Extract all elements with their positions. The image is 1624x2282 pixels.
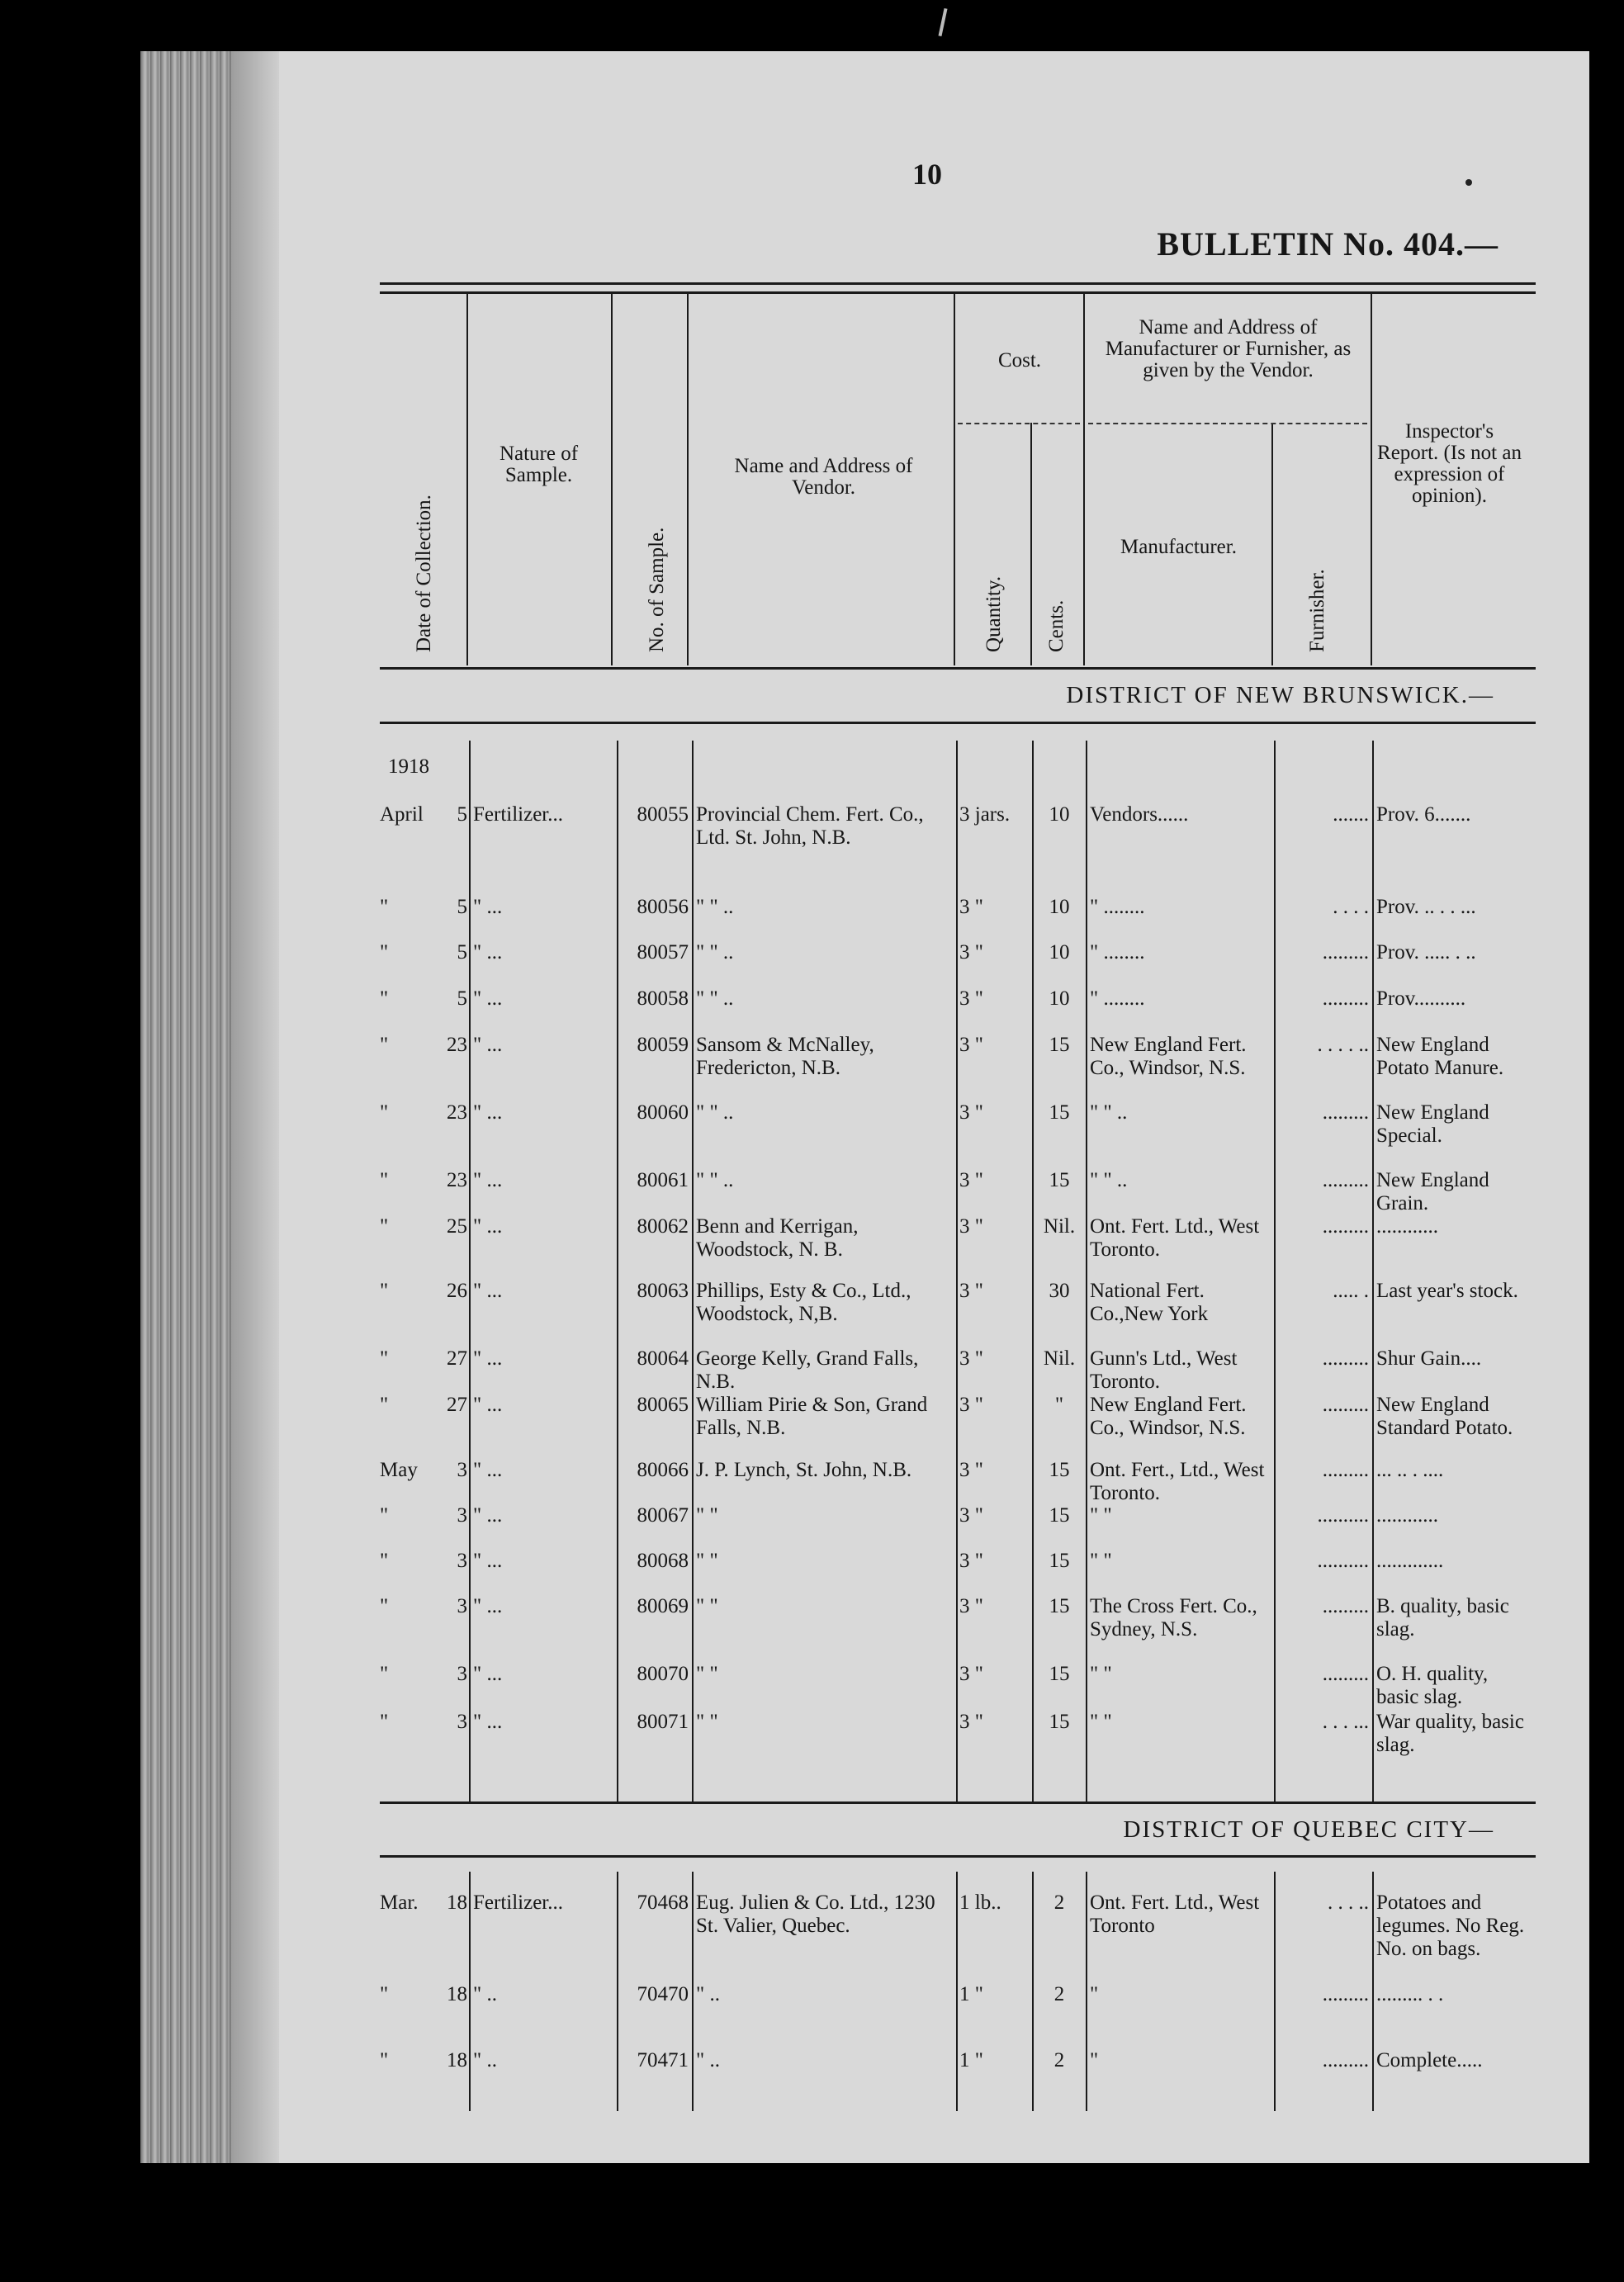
col-divider bbox=[687, 292, 689, 665]
cell-day: 18 bbox=[447, 2049, 467, 2071]
cell-vendor: " " .. bbox=[696, 987, 734, 1010]
cell-day: 23 bbox=[447, 1034, 467, 1056]
cell-report: War quality, basic slag. bbox=[1376, 1711, 1524, 1756]
cell-vendor: " " bbox=[696, 1504, 718, 1527]
cell-no: 70471 bbox=[637, 2049, 689, 2071]
section-end-rule bbox=[380, 1801, 1536, 1804]
cell-nature: " ... bbox=[473, 1504, 503, 1527]
cell-mfr: " " bbox=[1090, 1504, 1112, 1527]
cell-cents: 10 bbox=[1049, 896, 1070, 918]
cell-report: New England Standard Potato. bbox=[1376, 1394, 1513, 1439]
cell-mfr: " " bbox=[1090, 1550, 1112, 1572]
col-divider bbox=[611, 292, 613, 665]
cell-mfr: " bbox=[1090, 1983, 1099, 2005]
cell-no: 70470 bbox=[637, 1983, 689, 2005]
cell-nature: " ... bbox=[473, 1595, 503, 1617]
cell-furn: . . . . .. bbox=[1317, 1034, 1369, 1056]
cell-month: April bbox=[380, 803, 424, 826]
cell-report: Shur Gain.... bbox=[1376, 1347, 1482, 1370]
cell-furn: ......... bbox=[1322, 987, 1369, 1010]
cell-cents: 15 bbox=[1049, 1034, 1070, 1056]
header-date: Date of Collection. bbox=[413, 495, 435, 652]
cell-vendor: William Pirie & Son, Grand Falls, N.B. bbox=[696, 1394, 928, 1439]
cell-furn: ......... bbox=[1322, 2049, 1369, 2071]
cell-day: 23 bbox=[447, 1101, 467, 1124]
cell-report: Potatoes and legumes. No Reg. No. on bags. bbox=[1376, 1891, 1525, 1960]
cell-vendor: " " bbox=[696, 1711, 718, 1733]
document-page bbox=[140, 51, 1589, 2163]
cell-nature: Fertilizer... bbox=[473, 803, 563, 826]
cell-nature: " ... bbox=[473, 1169, 503, 1191]
cell-no: 80069 bbox=[637, 1595, 689, 1617]
cell-day: 5 bbox=[457, 803, 467, 826]
book-edge bbox=[140, 51, 231, 2163]
cell-furn: ....... bbox=[1333, 803, 1369, 826]
cell-furn: . . . . bbox=[1333, 896, 1369, 918]
top-rule bbox=[380, 282, 1536, 294]
cell-month: " bbox=[380, 1280, 389, 1302]
cell-cents: Nil. bbox=[1043, 1347, 1076, 1370]
cell-qty: 3 " bbox=[959, 1504, 983, 1527]
cell-mfr: " " bbox=[1090, 1711, 1112, 1733]
header-manufacturer: Manufacturer. bbox=[1120, 536, 1237, 558]
cell-qty: 1 lb.. bbox=[959, 1891, 1001, 1914]
cell-vendor: Eug. Julien & Co. Ltd., 1230 St. Valier, Quebec. bbox=[696, 1891, 935, 1937]
cell-mfr: Ont. Fert., Ltd., West Toronto. bbox=[1090, 1459, 1265, 1504]
district-rule bbox=[380, 722, 1536, 724]
cell-nature: " ... bbox=[473, 896, 503, 918]
cell-report: ......... . . bbox=[1376, 1983, 1444, 2005]
cell-report: ... .. . .... bbox=[1376, 1459, 1444, 1481]
cell-no: 80057 bbox=[637, 941, 689, 963]
cell-month: " bbox=[380, 1663, 389, 1685]
cell-qty: 3 " bbox=[959, 896, 983, 918]
col-divider bbox=[692, 1872, 694, 2111]
cell-nature: " ... bbox=[473, 1215, 503, 1238]
cell-day: 26 bbox=[447, 1280, 467, 1302]
cell-cents: 15 bbox=[1049, 1595, 1070, 1617]
cell-furn: ......... bbox=[1322, 1663, 1369, 1685]
cell-day: 5 bbox=[457, 896, 467, 918]
cell-report: Prov.......... bbox=[1376, 987, 1466, 1010]
header-rule bbox=[380, 667, 1536, 670]
cell-furn: ......... bbox=[1322, 1595, 1369, 1617]
cell-vendor: George Kelly, Grand Falls, N.B. bbox=[696, 1347, 919, 1393]
cell-vendor: " " bbox=[696, 1550, 718, 1572]
cell-qty: 1 " bbox=[959, 2049, 983, 2071]
cell-cents: 15 bbox=[1049, 1550, 1070, 1572]
col-divider bbox=[956, 1872, 958, 2111]
header-furnisher: Furnisher. bbox=[1306, 569, 1328, 652]
cell-month: " bbox=[380, 1215, 389, 1238]
cell-report: New England Grain. bbox=[1376, 1169, 1489, 1214]
cell-no: 70468 bbox=[637, 1891, 689, 1914]
col-divider bbox=[469, 741, 471, 1801]
cell-vendor: Phillips, Esty & Co., Ltd., Woodstock, N,B. bbox=[696, 1280, 911, 1325]
cell-mfr: Ont. Fert. Ltd., West Toronto bbox=[1090, 1891, 1260, 1937]
cell-no: 80065 bbox=[637, 1394, 689, 1416]
cell-furn: .......... bbox=[1317, 1550, 1369, 1572]
cell-qty: 3 " bbox=[959, 941, 983, 963]
cell-month: " bbox=[380, 1101, 389, 1124]
cell-no: 80067 bbox=[637, 1504, 689, 1527]
cell-furn: . . . ... bbox=[1322, 1711, 1369, 1733]
cell-mfr: National Fert. Co.,New York bbox=[1090, 1280, 1209, 1325]
cell-month: " bbox=[380, 1711, 389, 1733]
cell-no: 80056 bbox=[637, 896, 689, 918]
cell-furn: ......... bbox=[1322, 1983, 1369, 2005]
cell-furn: ......... bbox=[1322, 1394, 1369, 1416]
cell-nature: Fertilizer... bbox=[473, 1891, 563, 1914]
cell-cents: 15 bbox=[1049, 1459, 1070, 1481]
cell-nature: " ... bbox=[473, 1550, 503, 1572]
cell-month: " bbox=[380, 1347, 389, 1370]
cell-report: New England Potato Manure. bbox=[1376, 1034, 1504, 1079]
cell-cents: 15 bbox=[1049, 1663, 1070, 1685]
col-divider bbox=[956, 741, 958, 1801]
cell-vendor: J. P. Lynch, St. John, N.B. bbox=[696, 1459, 912, 1481]
col-divider bbox=[1271, 423, 1273, 665]
cell-vendor: Sansom & McNalley, Fredericton, N.B. bbox=[696, 1034, 874, 1079]
cell-qty: 3 " bbox=[959, 1347, 983, 1370]
cell-mfr: New England Fert. Co., Windsor, N.S. bbox=[1090, 1034, 1247, 1079]
cell-furn: ......... bbox=[1322, 1169, 1369, 1191]
cell-nature: " ... bbox=[473, 1280, 503, 1302]
header-cost: Cost. bbox=[997, 349, 1042, 372]
cell-mfr: " bbox=[1090, 2049, 1099, 2071]
cell-day: 23 bbox=[447, 1169, 467, 1191]
cell-month: " bbox=[380, 1169, 389, 1191]
bulletin-title: BULLETIN No. 404.— bbox=[1157, 225, 1499, 263]
cell-mfr: " " .. bbox=[1090, 1169, 1128, 1191]
cell-mfr: The Cross Fert. Co., Sydney, N.S. bbox=[1090, 1595, 1257, 1640]
col-divider bbox=[1030, 423, 1032, 665]
cell-qty: 3 " bbox=[959, 1550, 983, 1572]
cell-nature: " ... bbox=[473, 1711, 503, 1733]
cell-day: 25 bbox=[447, 1215, 467, 1238]
cell-vendor: " " .. bbox=[696, 1101, 734, 1124]
cell-cents: 15 bbox=[1049, 1101, 1070, 1124]
cell-qty: 3 " bbox=[959, 1711, 983, 1733]
cell-month: " bbox=[380, 1504, 389, 1527]
cell-no: 80064 bbox=[637, 1347, 689, 1370]
cell-cents: " bbox=[1054, 1394, 1064, 1416]
cell-day: 27 bbox=[447, 1347, 467, 1370]
cell-mfr: Gunn's Ltd., West Toronto. bbox=[1090, 1347, 1238, 1393]
cell-cents: 10 bbox=[1049, 941, 1070, 963]
cell-qty: 1 " bbox=[959, 1983, 983, 2005]
header-manufacturer-group: Name and Address of Manufacturer or Furnisher, as given by the Vendor. bbox=[1105, 316, 1352, 381]
book-edge-shadow bbox=[231, 51, 279, 2163]
cell-day: 18 bbox=[447, 1891, 467, 1914]
cost-divider bbox=[958, 423, 1080, 424]
cell-report: ............. bbox=[1376, 1550, 1444, 1572]
cell-qty: 3 jars. bbox=[959, 803, 1011, 826]
col-divider bbox=[1372, 741, 1374, 1801]
cell-month: " bbox=[380, 941, 389, 963]
header-cents: Cents. bbox=[1045, 599, 1068, 652]
scan-mark bbox=[939, 8, 948, 36]
cell-no: 80058 bbox=[637, 987, 689, 1010]
cell-qty: 3 " bbox=[959, 1034, 983, 1056]
ink-dot bbox=[1465, 179, 1472, 186]
cell-day: 5 bbox=[457, 987, 467, 1010]
col-divider bbox=[1274, 741, 1276, 1801]
cell-report: Last year's stock. bbox=[1376, 1280, 1518, 1302]
district-heading: DISTRICT OF QUEBEC CITY— bbox=[1123, 1816, 1494, 1843]
cell-furn: ......... bbox=[1322, 941, 1369, 963]
col-divider bbox=[1086, 741, 1087, 1801]
cell-day: 3 bbox=[457, 1711, 467, 1733]
cell-cents: Nil. bbox=[1043, 1215, 1076, 1238]
cell-report: Prov. ..... . .. bbox=[1376, 941, 1476, 963]
cell-report: ............ bbox=[1376, 1215, 1438, 1238]
cell-no: 80062 bbox=[637, 1215, 689, 1238]
cell-mfr: New England Fert. Co., Windsor, N.S. bbox=[1090, 1394, 1247, 1439]
cell-no: 80063 bbox=[637, 1280, 689, 1302]
cell-report: Prov. .. . . ... bbox=[1376, 896, 1476, 918]
cell-month: " bbox=[380, 1394, 389, 1416]
cell-nature: " ... bbox=[473, 1347, 503, 1370]
cell-nature: " .. bbox=[473, 2049, 497, 2071]
cell-report: Complete..... bbox=[1376, 2049, 1483, 2071]
col-divider bbox=[466, 292, 468, 665]
district-rule bbox=[380, 1855, 1536, 1858]
cell-furn: ......... bbox=[1322, 1459, 1369, 1481]
cell-cents: 2 bbox=[1053, 1983, 1065, 2005]
cell-day: 3 bbox=[457, 1663, 467, 1685]
cell-vendor: " .. bbox=[696, 1983, 720, 2005]
cell-furn: ......... bbox=[1322, 1347, 1369, 1370]
cell-no: 80071 bbox=[637, 1711, 689, 1733]
cell-month: " bbox=[380, 1983, 389, 2005]
cell-cents: 15 bbox=[1049, 1504, 1070, 1527]
mfr-divider bbox=[1088, 423, 1367, 424]
header-vendor: Name and Address of Vendor. bbox=[734, 455, 913, 499]
cell-qty: 3 " bbox=[959, 987, 983, 1010]
cell-month: " bbox=[380, 1550, 389, 1572]
cell-day: 3 bbox=[457, 1504, 467, 1527]
district-heading: DISTRICT OF NEW BRUNSWICK.— bbox=[1066, 682, 1494, 708]
cell-no: 80055 bbox=[637, 803, 689, 826]
cell-qty: 3 " bbox=[959, 1280, 983, 1302]
cell-nature: " ... bbox=[473, 941, 503, 963]
cell-nature: " ... bbox=[473, 1663, 503, 1685]
cell-qty: 3 " bbox=[959, 1169, 983, 1191]
cell-mfr: " ........ bbox=[1090, 896, 1145, 918]
cell-cents: 2 bbox=[1053, 1891, 1065, 1914]
cell-mfr: " " bbox=[1090, 1663, 1112, 1685]
cell-qty: 3 " bbox=[959, 1595, 983, 1617]
cell-nature: " ... bbox=[473, 1034, 503, 1056]
cell-cents: 30 bbox=[1049, 1280, 1070, 1302]
col-divider bbox=[1274, 1872, 1276, 2111]
cell-report: O. H. quality, basic slag. bbox=[1376, 1663, 1489, 1708]
cell-nature: " .. bbox=[473, 1983, 497, 2005]
cell-no: 80059 bbox=[637, 1034, 689, 1056]
cell-mfr: Ont. Fert. Ltd., West Toronto. bbox=[1090, 1215, 1260, 1261]
cell-nature: " ... bbox=[473, 987, 503, 1010]
cell-day: 3 bbox=[457, 1550, 467, 1572]
year-label: 1918 bbox=[388, 755, 429, 778]
cell-day: 18 bbox=[447, 1983, 467, 2005]
cell-mfr: Vendors...... bbox=[1090, 803, 1189, 826]
cell-vendor: " " .. bbox=[696, 1169, 734, 1191]
cell-nature: " ... bbox=[473, 1394, 503, 1416]
cell-vendor: " " bbox=[696, 1663, 718, 1685]
cell-vendor: " .. bbox=[696, 2049, 720, 2071]
cell-report: B. quality, basic slag. bbox=[1376, 1595, 1509, 1640]
cell-mfr: " " .. bbox=[1090, 1101, 1128, 1124]
cell-month: " bbox=[380, 1034, 389, 1056]
cell-day: 3 bbox=[457, 1459, 467, 1481]
cell-vendor: " " bbox=[696, 1595, 718, 1617]
header-report: Inspector's Report. (Is not an expression of opinion). bbox=[1377, 420, 1522, 507]
cell-furn: ......... bbox=[1322, 1215, 1369, 1238]
cell-furn: ..... . bbox=[1333, 1280, 1369, 1302]
cell-month: " bbox=[380, 2049, 389, 2071]
cell-month: May bbox=[380, 1459, 418, 1481]
col-divider bbox=[692, 741, 694, 1801]
col-divider bbox=[954, 292, 955, 665]
cell-furn: ......... bbox=[1322, 1101, 1369, 1124]
cell-report: ............ bbox=[1376, 1504, 1438, 1527]
cell-no: 80060 bbox=[637, 1101, 689, 1124]
col-divider bbox=[469, 1872, 471, 2111]
cell-month: " bbox=[380, 987, 389, 1010]
cell-qty: 3 " bbox=[959, 1215, 983, 1238]
cell-qty: 3 " bbox=[959, 1459, 983, 1481]
header-nature: Nature of Sample. bbox=[499, 443, 579, 486]
cell-vendor: Benn and Kerrigan, Woodstock, N. B. bbox=[696, 1215, 859, 1261]
cell-cents: 15 bbox=[1049, 1711, 1070, 1733]
cell-report: New England Special. bbox=[1376, 1101, 1489, 1147]
header-sample-no: No. of Sample. bbox=[646, 527, 668, 652]
page-number: 10 bbox=[912, 158, 942, 191]
cell-furn: .......... bbox=[1317, 1504, 1369, 1527]
cell-day: 3 bbox=[457, 1595, 467, 1617]
cell-month: Mar. bbox=[380, 1891, 419, 1914]
cell-month: " bbox=[380, 896, 389, 918]
cell-cents: 10 bbox=[1049, 987, 1070, 1010]
cell-day: 5 bbox=[457, 941, 467, 963]
cell-nature: " ... bbox=[473, 1101, 503, 1124]
col-divider bbox=[1086, 1872, 1087, 2111]
cell-month: " bbox=[380, 1595, 389, 1617]
cell-no: 80061 bbox=[637, 1169, 689, 1191]
cell-cents: 2 bbox=[1053, 2049, 1065, 2071]
cell-vendor: " " .. bbox=[696, 941, 734, 963]
cell-qty: 3 " bbox=[959, 1394, 983, 1416]
col-divider bbox=[1371, 292, 1372, 665]
cell-report: Prov. 6....... bbox=[1376, 803, 1471, 826]
cell-mfr: " ........ bbox=[1090, 941, 1145, 963]
cell-qty: 3 " bbox=[959, 1101, 983, 1124]
cell-cents: 10 bbox=[1049, 803, 1070, 826]
col-divider bbox=[1083, 292, 1085, 665]
cell-vendor: " " .. bbox=[696, 896, 734, 918]
cell-nature: " ... bbox=[473, 1459, 503, 1481]
cell-no: 80068 bbox=[637, 1550, 689, 1572]
cell-furn: . . . .. bbox=[1328, 1891, 1369, 1914]
cell-qty: 3 " bbox=[959, 1663, 983, 1685]
header-quantity: Quantity. bbox=[982, 575, 1005, 652]
cell-mfr: " ........ bbox=[1090, 987, 1145, 1010]
col-divider bbox=[1372, 1872, 1374, 2111]
cell-vendor: Provincial Chem. Fert. Co., Ltd. St. John, N.B. bbox=[696, 803, 924, 849]
cell-no: 80070 bbox=[637, 1663, 689, 1685]
cell-cents: 15 bbox=[1049, 1169, 1070, 1191]
cell-day: 27 bbox=[447, 1394, 467, 1416]
cell-no: 80066 bbox=[637, 1459, 689, 1481]
